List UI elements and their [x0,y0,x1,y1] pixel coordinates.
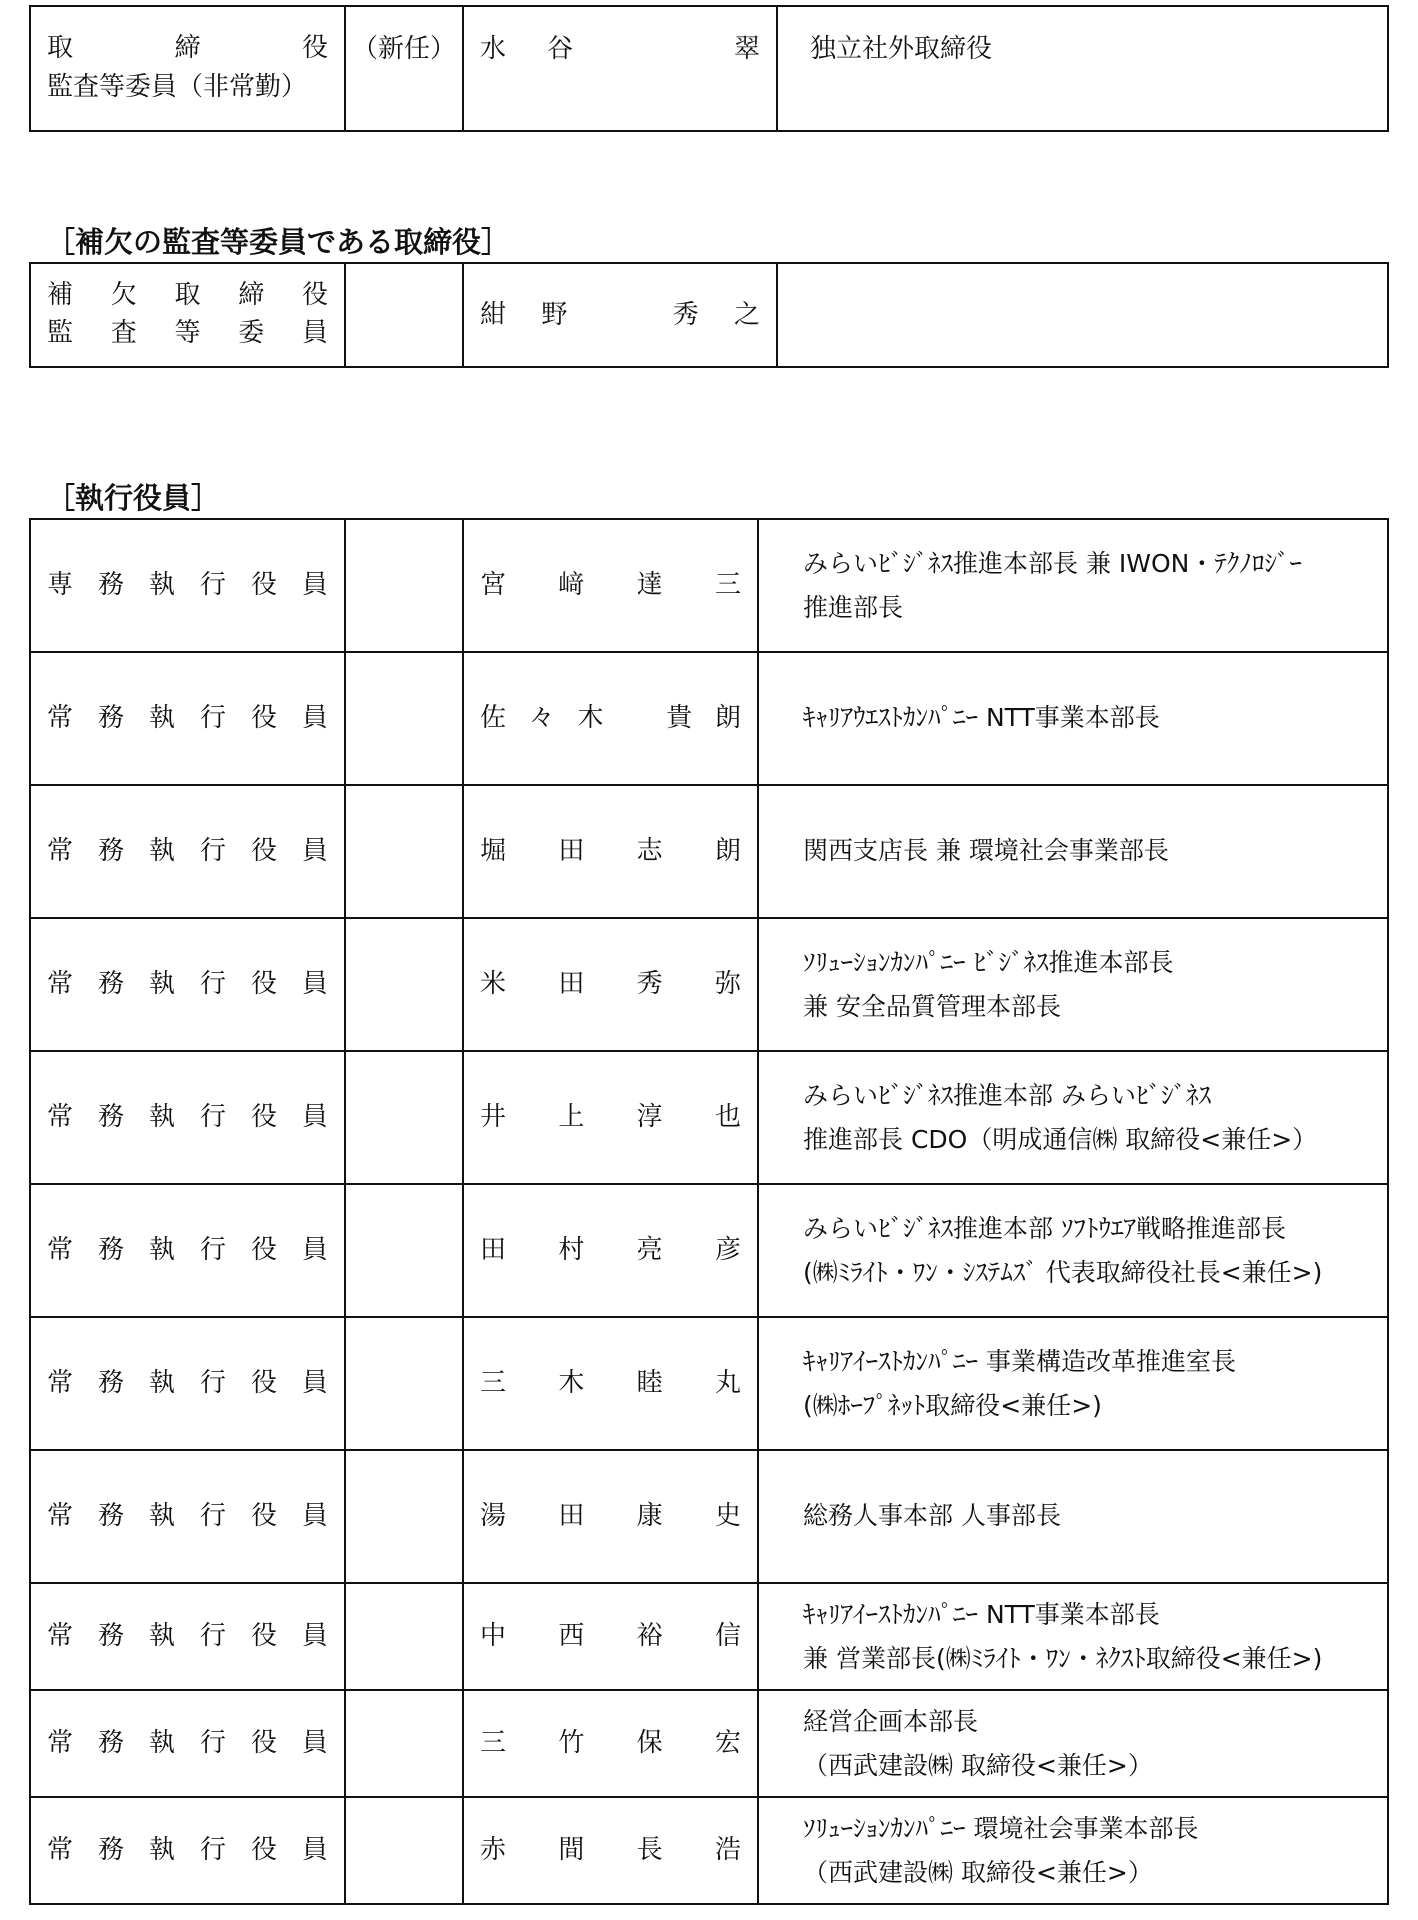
duty-line: 経営企画本部長 [803,1706,979,1736]
duty-line: みらいﾋﾞｼﾞﾈｽ推進本部長 兼 IWON・ﾃｸﾉﾛｼﾞｰ [803,548,1302,578]
duty-line: 推進部長 [803,592,904,622]
duty-line: （西武建設㈱ 取締役<兼任>） [803,1857,1153,1887]
name-cell: 水 谷 翠 [463,6,777,131]
duty-line: 総務人事本部 人事部長 [803,1501,1061,1531]
title-line-2: 監 査 等 委 員 [47,318,328,348]
status-cell: （新任） [345,6,463,131]
table-row [30,519,1388,652]
status-cell [345,263,463,367]
duty-line: （西武建設㈱ 取締役<兼任>） [803,1750,1153,1780]
status-cell [345,918,463,1051]
duty-line: 兼 営業部長(㈱ﾐﾗｲﾄ・ﾜﾝ・ﾈｸｽﾄ取締役<兼任>) [803,1643,1323,1673]
title-cell: 常 務 執 行 役 員 [30,1450,345,1583]
name-cell: 宮 﨑 達 三 [463,519,758,652]
duty-line: ｷｬﾘｱｲｰｽﾄｶﾝﾊﾟﾆｰ 事業構造改革推進室長 [803,1346,1236,1376]
title-cell: 常 務 執 行 役 員 [30,785,345,918]
table-row [30,918,1388,1051]
table-row [30,6,1388,131]
duty-line: 兼 安全品質管理本部長 [803,991,1061,1021]
table-row [30,1051,1388,1184]
title-line-2: 監査等委員（非常勤） [47,72,308,103]
name-cell: 赤 間 長 浩 [463,1797,758,1904]
title-cell: 常 務 執 行 役 員 [30,1690,345,1797]
table-row [30,785,1388,918]
duty-line: (㈱ﾐﾗｲﾄ・ﾜﾝ・ｼｽﾃﾑｽﾞ 代表取締役社長<兼任>) [803,1257,1323,1287]
duty-line: ｿﾘｭｰｼｮﾝｶﾝﾊﾟﾆｰ ﾋﾞｼﾞﾈｽ推進本部長 [803,947,1174,977]
note-cell: 独立社外取締役 [777,6,1388,131]
name-cell: 井 上 淳 也 [463,1051,758,1184]
director-table [29,5,1389,132]
table-row [30,263,1388,367]
title-cell: 常 務 執 行 役 員 [30,1583,345,1690]
name-cell: 三 竹 保 宏 [463,1690,758,1797]
status-cell [345,1690,463,1797]
title-cell: 常 務 執 行 役 員 [30,918,345,1051]
name-cell: 三 木 睦 丸 [463,1317,758,1450]
table-row [30,1450,1388,1583]
status-cell [345,1797,463,1904]
name-cell: 湯 田 康 史 [463,1450,758,1583]
title-cell: 専 務 執 行 役 員 [30,519,345,652]
table-row [30,1690,1388,1797]
name-cell: 堀 田 志 朗 [463,785,758,918]
duty-cell [758,1797,1388,1904]
duty-line: (㈱ﾎｰﾌﾟﾈｯﾄ取締役<兼任>) [803,1390,1102,1420]
duty-cell [758,918,1388,1051]
title-cell: 常 務 執 行 役 員 [30,1797,345,1904]
duty-cell [758,1450,1388,1583]
duty-cell [758,1690,1388,1797]
status-cell [345,519,463,652]
substitute-heading: ［補欠の監査等委員である取締役］ [46,225,511,259]
status-cell [345,1051,463,1184]
duty-line: ｷｬﾘｱｳｴｽﾄｶﾝﾊﾟﾆｰ NTT事業本部長 [803,703,1160,733]
executives-heading: ［執行役員］ [46,481,221,515]
name-cell: 中 西 裕 信 [463,1583,758,1690]
duty-line: ｿﾘｭｰｼｮﾝｶﾝﾊﾟﾆｰ 環境社会事業本部長 [803,1813,1199,1843]
duty-line: ｷｬﾘｱｲｰｽﾄｶﾝﾊﾟﾆｰ NTT事業本部長 [803,1599,1160,1629]
title-cell [30,6,345,131]
name-cell: 田 村 亮 彦 [463,1184,758,1317]
table-row [30,1317,1388,1450]
status-cell [345,1583,463,1690]
title-cell [30,263,345,367]
duty-cell [758,652,1388,785]
duty-cell [758,519,1388,652]
duty-line: 推進部長 CDO（明成通信㈱ 取締役<兼任>） [803,1124,1318,1154]
table-row [30,1583,1388,1690]
table-row [30,1184,1388,1317]
status-cell [345,785,463,918]
note-cell [777,263,1388,367]
duty-cell [758,1583,1388,1690]
duty-cell [758,1184,1388,1317]
duty-line: 関西支店長 兼 環境社会事業部長 [803,836,1169,866]
table-row [30,652,1388,785]
title-cell: 常 務 執 行 役 員 [30,1051,345,1184]
title-cell: 常 務 執 行 役 員 [30,1317,345,1450]
name-cell: 佐 々 木 貴 朗 [463,652,758,785]
duty-line: みらいﾋﾞｼﾞﾈｽ推進本部 みらいﾋﾞｼﾞﾈｽ [803,1080,1211,1110]
duty-line: みらいﾋﾞｼﾞﾈｽ推進本部 ｿﾌﾄｳｴｱ戦略推進部長 [803,1213,1286,1243]
title-cell: 常 務 執 行 役 員 [30,1184,345,1317]
duty-cell [758,1317,1388,1450]
executives-table [29,518,1389,1905]
status-cell [345,652,463,785]
title-line-1: 取 締 役 [47,32,328,63]
duty-cell [758,1051,1388,1184]
table-row [30,1797,1388,1904]
status-cell [345,1184,463,1317]
status-cell [345,1450,463,1583]
title-cell: 常 務 執 行 役 員 [30,652,345,785]
substitute-table [29,262,1389,368]
status-cell [345,1317,463,1450]
title-line-1: 補 欠 取 締 役 [47,280,328,311]
duty-cell [758,785,1388,918]
name-cell: 紺 野 秀 之 [463,263,777,367]
name-cell: 米 田 秀 弥 [463,918,758,1051]
